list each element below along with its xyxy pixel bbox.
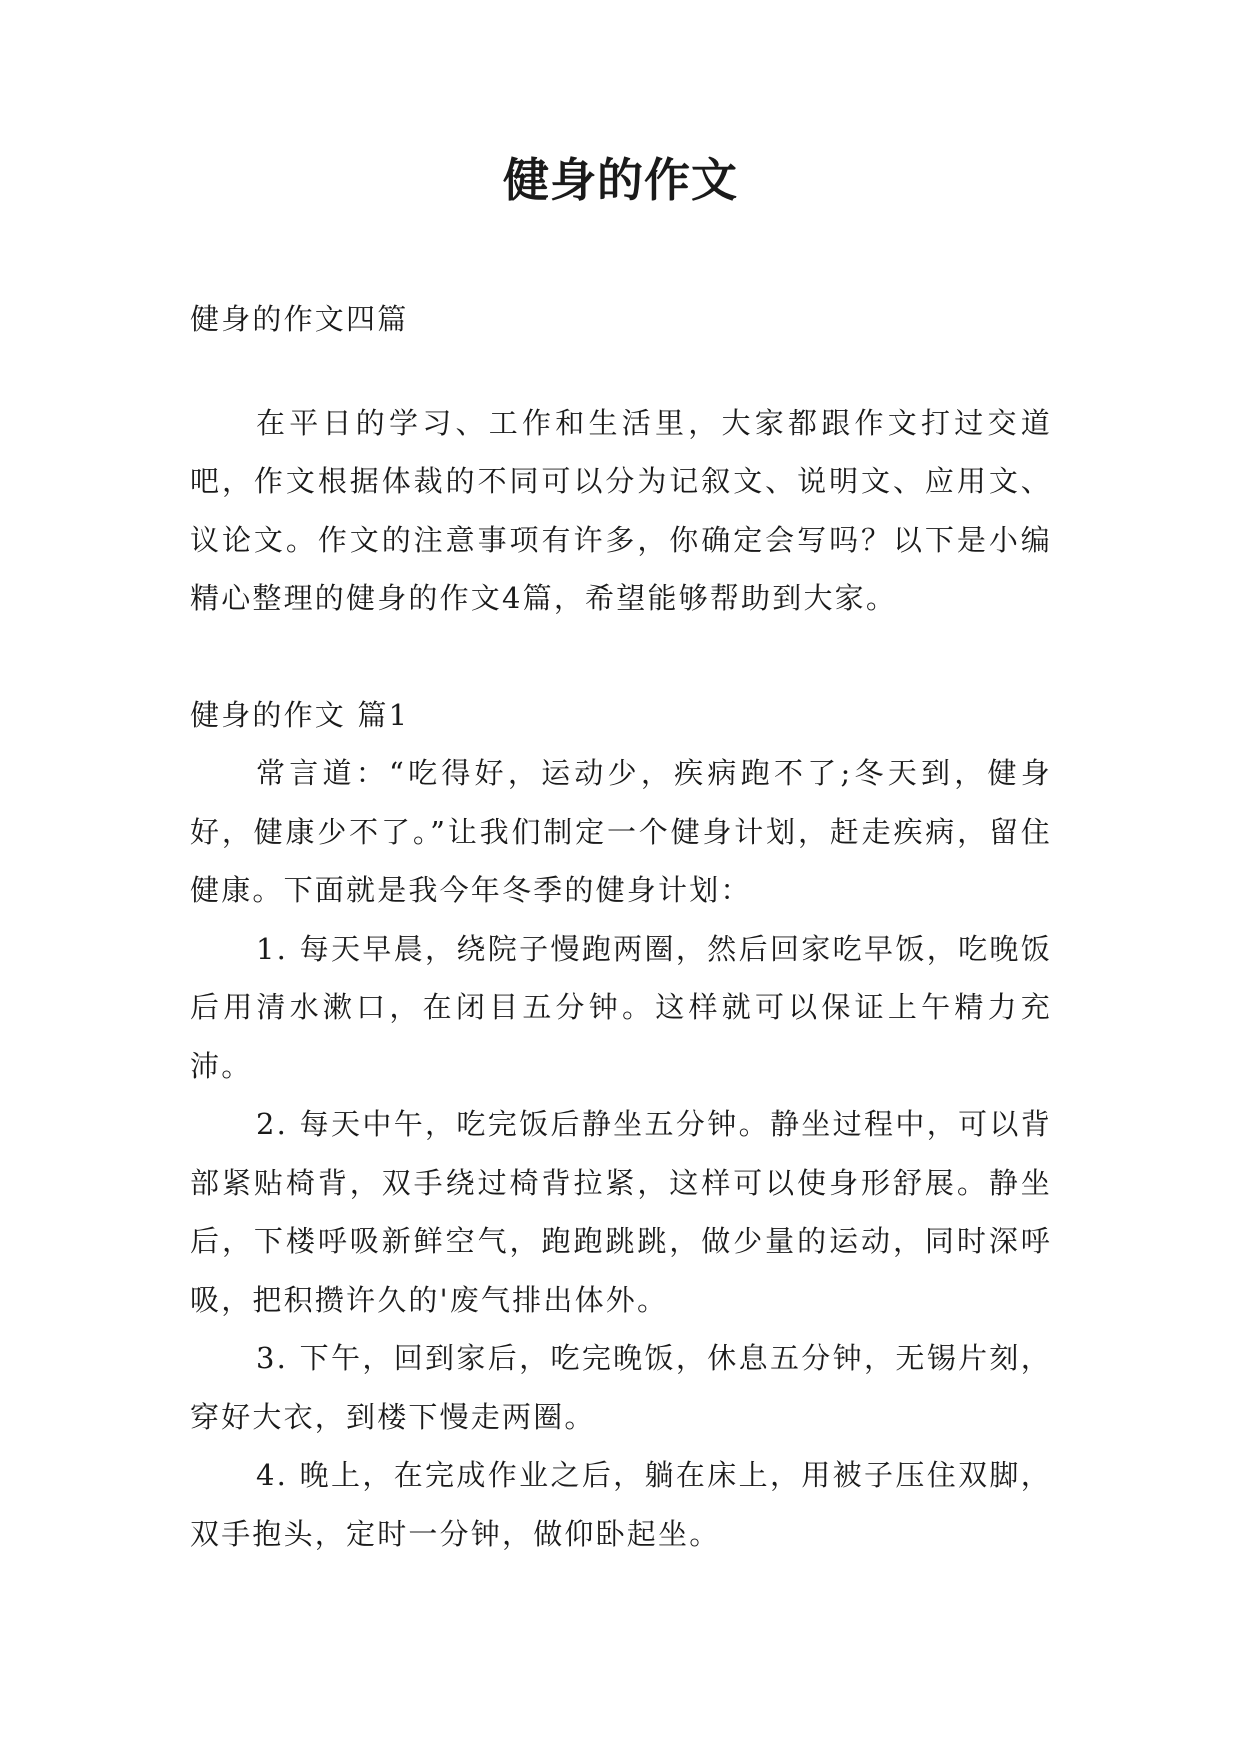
plan-item-4: 4. 晚上，在完成作业之后，躺在床上，用被子压住双脚，双手抱头，定时一分钟，做仰卧起坐。 — [190, 1458, 1052, 1551]
body-paragraph: 常言道：“吃得好，运动少，疾病跑不了;冬天到，健身好，健康少不了。”让我们制定一个健身计划，赶走疾病，留住健康。下面就是我今年冬季的健身计划： — [190, 756, 1052, 907]
plan-item-1: 1. 每天早晨，绕院子慢跑两圈，然后回家吃早饭，吃晚饭后用清水漱口，在闭目五分钟。这样就可以保证上午精力充沛。 — [190, 931, 1052, 1083]
plan-item-2: 2. 每天中午，吃完饭后静坐五分钟。静坐过程中，可以背部紧贴椅背，双手绕过椅背拉紧，这样可以使身形舒展。静坐后，下楼呼吸新鲜空气，跑跑跳跳，做少量的运动，同时深呼吸，把积攒许久的'废气排出体外。 — [190, 1107, 1052, 1317]
document-title: 健身的作文 — [503, 153, 738, 207]
document-subtitle: 健身的作文四篇 — [190, 302, 409, 336]
section-heading: 健身的作文 篇1 — [190, 697, 410, 732]
plan-item-3: 3. 下午，回到家后，吃完晚饭，休息五分钟，无锡片刻，穿好大衣，到楼下慢走两圈。 — [190, 1341, 1052, 1434]
intro-paragraph: 在平日的学习、工作和生活里，大家都跟作文打过交道吧，作文根据体裁的不同可以分为记叙文、说明文、应用文、议论文。作文的注意事项有许多，你确定会写吗？以下是小编精心整理的健身的作文4篇，希望能够帮助到大家。 — [190, 405, 1052, 615]
document-body — [190, 290, 1052, 1563]
